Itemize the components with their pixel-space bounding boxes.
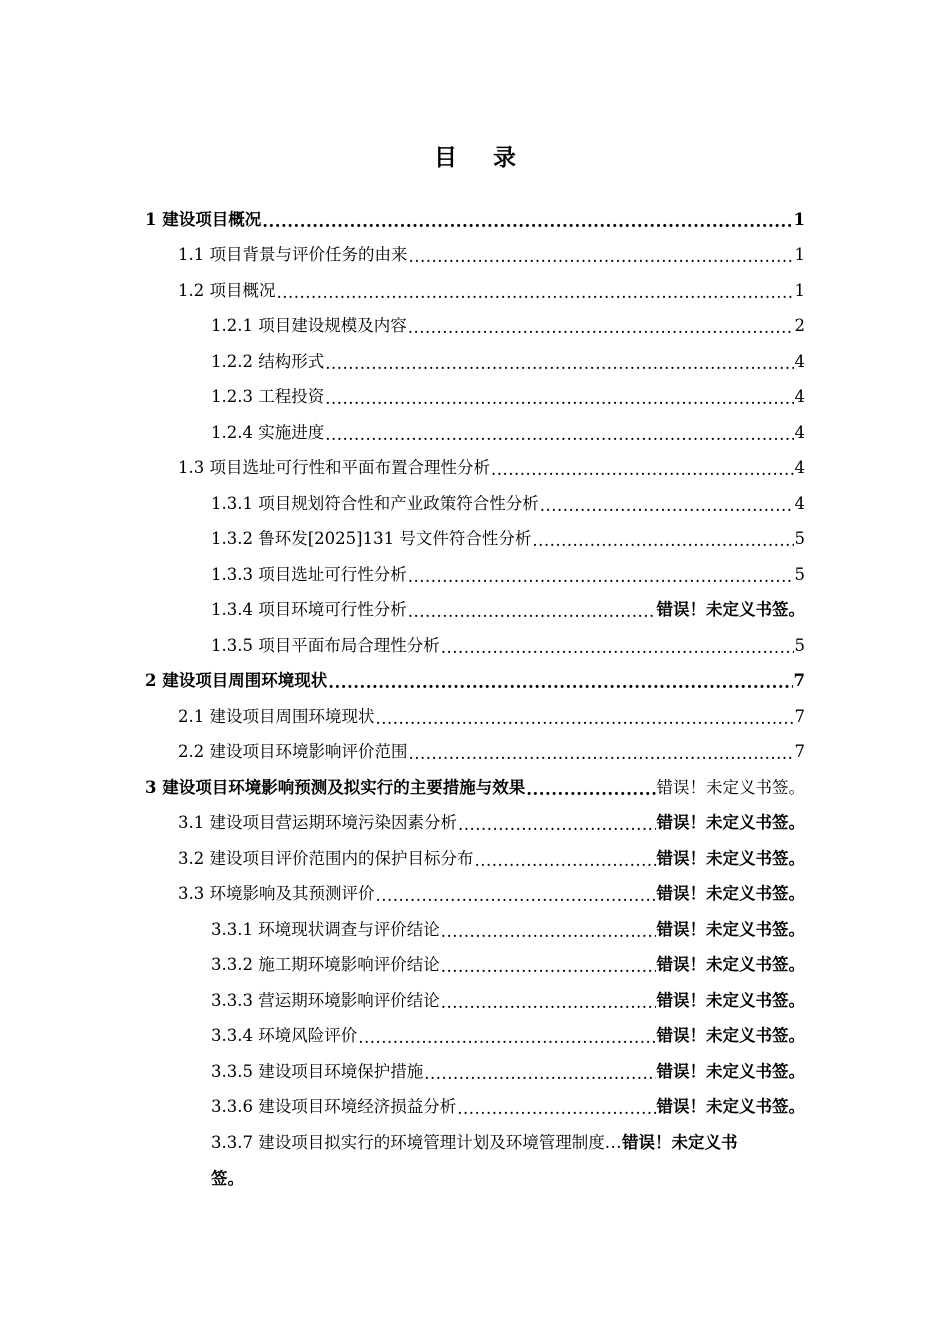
toc-leader [409,742,794,766]
toc-entry[interactable] [0,238,950,274]
toc-entry[interactable] [0,1019,950,1055]
toc-entry-text: 1.2.2 结构形式 [211,351,325,371]
toc-entry-text: 3.3 环境影响及其预测评价 [178,884,375,904]
toc-entry-text: 1.2.4 实施进度 [211,422,325,442]
toc-entry-text: 1.3.3 项目选址可行性分析 [211,564,407,584]
toc-entry-3-3-7[interactable] [0,1125,950,1196]
toc-entry[interactable] [0,522,950,558]
toc-page-number: 错误！未定义书签。 [656,600,805,620]
toc-entry-text: 2.1 建设项目周围环境现状 [178,706,375,726]
toc-entry[interactable] [0,273,950,309]
toc-leader [408,565,794,589]
toc-entry[interactable] [0,1090,950,1126]
toc-leader [409,245,794,269]
toc-leader [441,955,656,979]
toc-leader [526,778,655,802]
toc-entry[interactable] [0,877,950,913]
toc-leader [408,600,656,624]
toc-page-number: 5 [794,635,805,655]
toc-page-number: 7 [794,706,805,726]
toc-leader [328,671,792,695]
toc-entry[interactable] [0,486,950,522]
toc-page-number: 5 [794,564,805,584]
toc-page-number: 错误！未定义书签。 [656,777,805,797]
toc-entry-text: 2 建设项目周围环境现状 [145,671,328,691]
toc-entry[interactable] [0,202,950,238]
toc-leader [457,1097,655,1121]
toc-page-number: 7 [793,671,805,691]
toc-entry-text: 3.3.6 建设项目环境经济损益分析 [211,1097,457,1117]
toc-leader [441,636,794,660]
toc-page-error: 错误！未定义书 [621,1133,738,1152]
toc-leader [277,281,794,305]
toc-leader [532,529,793,553]
toc-entry-text: 3.3.1 环境现状调查与评价结论 [211,919,440,939]
toc-entry-text: 3.3.3 营运期环境影响评价结论 [211,990,440,1010]
toc-leader [325,387,793,411]
toc-entry[interactable] [0,664,950,700]
toc-entry-text: 3.3.4 环境风险评价 [211,1026,358,1046]
toc-page-number: 错误！未定义书签。 [656,848,805,868]
toc-page-number: 2 [794,316,805,336]
toc-entry-text: 1.3 项目选址可行性和平面布置合理性分析 [178,458,490,478]
toc-page-number: 4 [794,493,805,513]
toc-entry-text: 3.3.2 施工期环境影响评价结论 [211,955,440,975]
toc-entry[interactable] [0,380,950,416]
toc-entry-text: 1.1 项目背景与评价任务的由来 [178,245,408,265]
toc-page-number: 1 [793,209,805,229]
toc-entry-text: 3.1 建设项目营运期环境污染因素分析 [178,813,457,833]
toc-leader [491,458,794,482]
toc-entry-text: 1.3.2 鲁环发[2025]131 号文件符合性分析 [211,529,532,549]
toc-page-number: 错误！未定义书签。 [656,884,805,904]
toc-page-number: 5 [794,529,805,549]
toc-page-number: 错误！未定义书签。 [656,955,805,975]
toc-entry[interactable] [0,948,950,984]
toc-entry[interactable] [0,770,950,806]
toc-entry[interactable] [0,699,950,735]
toc-entry[interactable] [0,593,950,629]
toc-entry[interactable] [0,557,950,593]
toc-entry[interactable] [0,806,950,842]
toc-entry-text: 3.3.5 建设项目环境保护措施 [211,1061,424,1081]
toc-title: 目 录 [433,144,530,171]
toc-page-number: 1 [794,245,805,265]
toc-leader [358,1026,655,1050]
toc-leader [441,991,656,1015]
toc-page-number: 错误！未定义书签。 [656,1097,805,1117]
toc-page-number: 错误！未定义书签。 [656,919,805,939]
toc-leader [376,707,794,731]
toc-entry-text: 1.2 项目概况 [178,280,276,300]
toc-entry[interactable] [0,415,950,451]
toc-entry-text: 2.2 建设项目环境影响评价范围 [178,742,408,762]
toc-entry[interactable] [0,841,950,877]
toc-entry-text: 1.2.1 项目建设规模及内容 [211,316,407,336]
toc-entry-text: 3.3.7 建设项目拟实行的环境管理计划及环境管理制度 [211,1133,605,1152]
toc-page-number: 错误！未定义书签。 [656,990,805,1010]
toc-page-number: 4 [794,351,805,371]
toc-page-number: 7 [794,742,805,762]
toc-leader: ... [604,1133,622,1152]
toc-page-number: 错误！未定义书签。 [656,813,805,833]
toc-entry[interactable] [0,451,950,487]
toc-entry-text: 1.3.1 项目规划符合性和产业政策符合性分析 [211,493,539,513]
toc-leader [376,884,656,908]
toc-leader [475,849,656,873]
toc-entry[interactable] [0,309,950,345]
toc-entry[interactable] [0,912,950,948]
toc-leader [540,494,794,518]
toc-page-number: 错误！未定义书签。 [656,1026,805,1046]
toc-entry-text: 1.2.3 工程投资 [211,387,325,407]
toc-page-number: 错误！未定义书签。 [656,1061,805,1081]
toc-leader [325,423,793,447]
toc-page-number: 4 [794,422,805,442]
toc-entry-text: 3 建设项目环境影响预测及拟实行的主要措施与效果 [145,777,526,797]
toc-page-error-continued: 签。 [211,1168,244,1188]
toc-entry-text: 1.3.5 项目平面布局合理性分析 [211,635,440,655]
toc-entry[interactable] [0,735,950,771]
toc-leader [441,920,656,944]
table-of-contents [0,202,950,1125]
toc-entry-text: 1.3.4 项目环境可行性分析 [211,600,407,620]
toc-entry-text: 1 建设项目概况 [145,209,262,229]
toc-page-number: 1 [794,280,805,300]
toc-entry-text: 3.2 建设项目评价范围内的保护目标分布 [178,848,474,868]
toc-entry[interactable] [0,1054,950,1090]
toc-leader [325,352,793,376]
toc-entry[interactable] [0,628,950,664]
toc-leader [424,1062,655,1086]
toc-leader [262,210,792,234]
toc-entry[interactable] [0,344,950,380]
toc-page-number: 4 [794,458,805,478]
toc-entry[interactable] [0,983,950,1019]
toc-leader [458,813,656,837]
toc-page-number: 4 [794,387,805,407]
toc-leader [408,316,794,340]
